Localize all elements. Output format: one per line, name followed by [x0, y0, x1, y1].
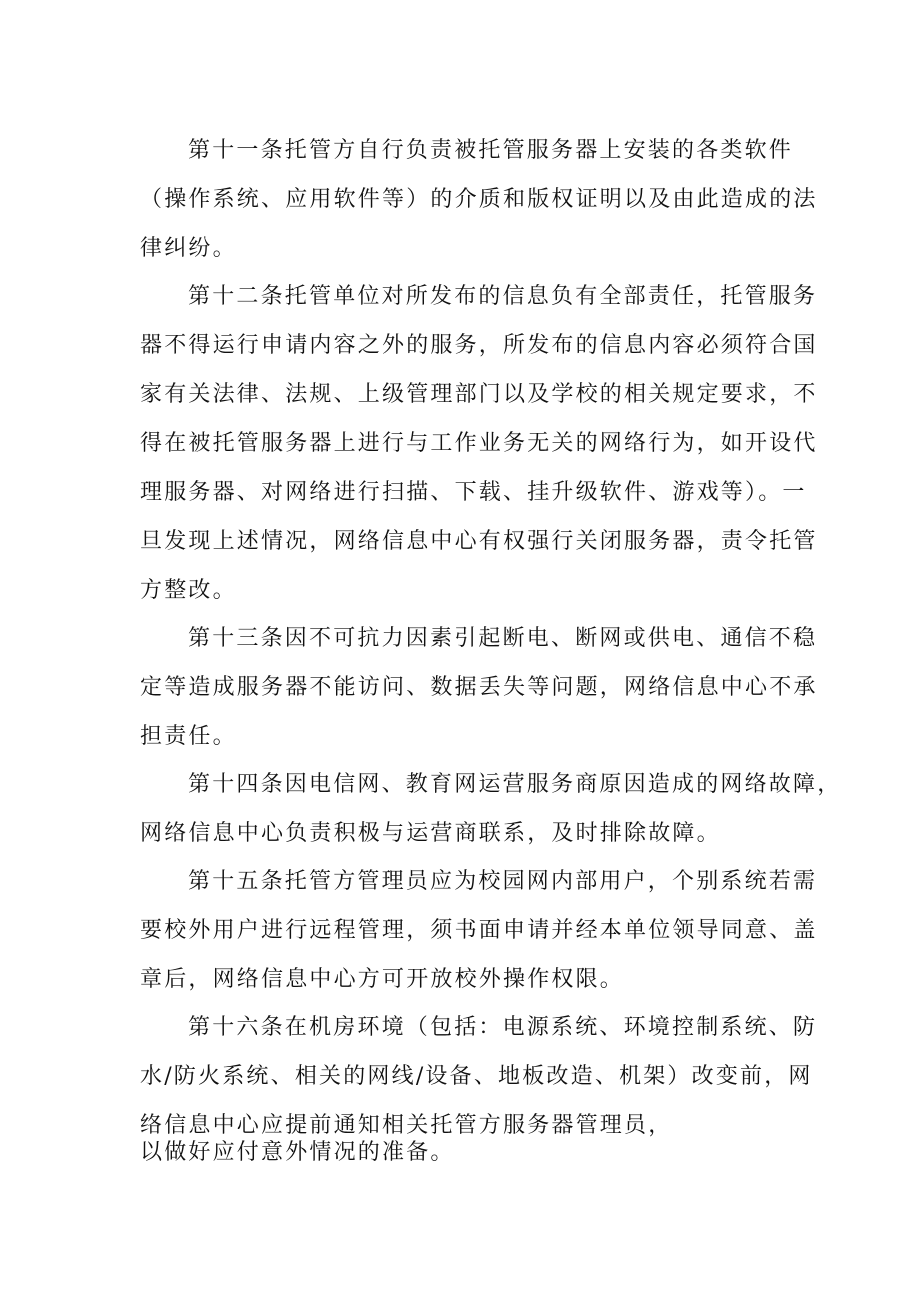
article-15-paragraph [140, 857, 818, 1004]
article-16-line-4: 以做好应付意外情况的准备。 [140, 1140, 455, 1165]
article-16-line-2: 水/防火系统、相关的网线/设备、地板改造、机架）改变前，网 [140, 1064, 813, 1089]
article-13-paragraph [140, 614, 818, 761]
article-11-line-3: 律纠纷。 [140, 236, 237, 261]
article-12-line-1: 第十二条托管单位对所发布的信息负有全部责任，托管服务 [188, 284, 818, 309]
article-16-paragraph [140, 1003, 818, 1174]
article-11-line-1: 第十一条托管方自行负责被托管服务器上安装的各类软件 [188, 138, 794, 163]
article-12-line-6: 旦发现上述情况，网络信息中心有权强行关闭服务器，责令托管 [140, 529, 818, 554]
article-12-line-5: 理服务器、对网络进行扫描、下载、挂升级软件、游戏等）。一 [140, 480, 807, 505]
article-11-paragraph [140, 126, 818, 273]
article-15-line-3: 章后，网络信息中心方可开放校外操作权限。 [140, 967, 625, 992]
article-14-line-2: 网络信息中心负责积极与运营商联系，及时排除故障。 [140, 821, 721, 846]
article-16-line-1: 第十六条在机房环境（包括：电源系统、环境控制系统、防 [188, 1015, 818, 1040]
article-14-paragraph [140, 760, 842, 858]
article-13-line-2: 定等造成服务器不能访问、数据丢失等问题，网络信息中心不承 [140, 675, 818, 700]
article-12-line-7: 方整改。 [140, 578, 237, 603]
article-15-line-2: 要校外用户进行远程管理，须书面申请并经本单位领导同意、盖 [140, 918, 818, 943]
article-16-line-3: 络信息中心应提前通知相关托管方服务器管理员， [140, 1113, 673, 1138]
article-11-line-2: （操作系统、应用软件等）的介质和版权证明以及由此造成的法 [140, 187, 818, 212]
article-15-line-1: 第十五条托管方管理员应为校园网内部用户，个别系统若需 [188, 869, 818, 894]
article-12-line-4: 得在被托管服务器上进行与工作业务无关的网络行为，如开设代 [140, 431, 818, 456]
article-12-line-2: 器不得运行申请内容之外的服务，所发布的信息内容必须符合国 [140, 333, 818, 358]
article-13-line-1: 第十三条因不可抗力因素引起断电、断网或供电、通信不稳 [188, 626, 818, 651]
article-14-line-1: 第十四条因电信网、教育网运营服务商原因造成的网络故障， [188, 772, 842, 797]
article-12-paragraph [140, 272, 818, 615]
article-13-line-3: 担责任。 [140, 724, 237, 749]
article-12-line-3: 家有关法律、法规、上级管理部门以及学校的相关规定要求，不 [140, 382, 818, 407]
